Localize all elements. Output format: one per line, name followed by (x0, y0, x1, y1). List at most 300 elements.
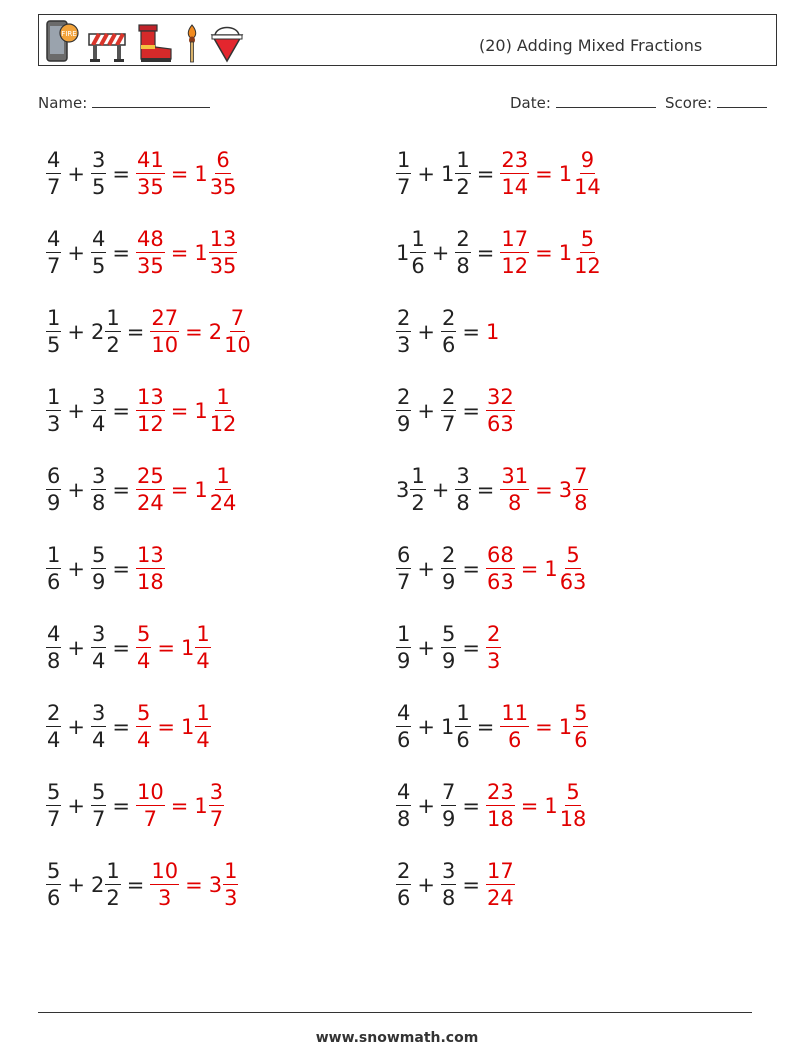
numerator: 1 (397, 622, 411, 646)
problem-item (46, 855, 238, 915)
numerator: 1 (196, 622, 210, 646)
equals-sign: = (476, 478, 495, 502)
equals-sign: = (112, 478, 130, 502)
fraction (223, 308, 252, 356)
answer (500, 150, 601, 198)
fraction (486, 624, 501, 672)
equals-sign: = (112, 557, 130, 581)
denominator: 18 (486, 807, 514, 831)
footer-site[interactable]: www.snowmath.com (315, 1030, 479, 1046)
equals-sign: = (170, 478, 189, 502)
numerator: 2 (456, 227, 470, 251)
fraction (46, 782, 61, 830)
denominator: 7 (143, 807, 158, 831)
fraction (396, 861, 411, 909)
match-icon (183, 23, 201, 63)
denominator: 14 (501, 175, 529, 199)
denominator: 4 (196, 649, 210, 673)
fraction (396, 387, 411, 435)
numerator: 6 (47, 464, 61, 488)
problem-item (396, 381, 515, 441)
addend-a (46, 150, 61, 198)
date-field[interactable] (510, 93, 656, 112)
numerator: 1 (47, 543, 61, 567)
addend-a (46, 782, 61, 830)
numerator: 9 (580, 148, 595, 172)
denominator: 9 (397, 649, 411, 673)
whole-number: 1 (544, 794, 558, 818)
denominator: 4 (196, 728, 210, 752)
equals-sign: = (126, 873, 145, 897)
denominator: 8 (397, 807, 411, 831)
whole-number: 1 (440, 715, 455, 739)
fraction (410, 229, 425, 277)
addend-a (396, 308, 411, 356)
fraction (396, 703, 411, 751)
problem-item (396, 223, 602, 283)
numerator: 1 (106, 859, 120, 883)
fraction (91, 624, 106, 672)
numerator: 6 (216, 148, 230, 172)
problem-item (46, 381, 237, 441)
answer-value (544, 782, 587, 830)
worksheet-header (38, 14, 777, 66)
denominator: 4 (91, 412, 106, 436)
numerator: 4 (91, 227, 106, 251)
whole-number: 1 (558, 241, 573, 265)
denominator: 9 (91, 570, 106, 594)
whole-number: 3 (208, 873, 223, 897)
fire-boot-icon (135, 23, 175, 63)
numerator: 6 (397, 543, 411, 567)
equals-sign: = (170, 794, 189, 818)
answer-value (486, 320, 500, 344)
whole-number: 1 (194, 794, 208, 818)
fraction (455, 703, 470, 751)
answer (136, 229, 237, 277)
problem-item (396, 539, 587, 599)
denominator: 18 (136, 570, 164, 594)
equals-sign: = (535, 241, 553, 265)
problem-item (46, 144, 237, 204)
denominator: 6 (574, 728, 588, 752)
plus-sign: + (67, 241, 85, 265)
addend-b (455, 466, 470, 514)
answer-value (486, 861, 515, 909)
fraction (91, 229, 106, 277)
equals-sign: = (462, 873, 480, 897)
whole-number: 1 (558, 162, 573, 186)
addend-a (46, 861, 61, 909)
equals-sign: = (112, 399, 130, 423)
problem-item (396, 697, 588, 757)
fraction (455, 466, 470, 514)
fraction (209, 229, 238, 277)
plus-sign: + (67, 162, 85, 186)
answer-value (150, 861, 179, 909)
denominator: 4 (136, 649, 151, 673)
addend-b (441, 782, 456, 830)
numerator: 1 (47, 306, 61, 330)
numerator: 5 (47, 780, 61, 804)
header-icons (45, 19, 245, 63)
answer (486, 387, 515, 435)
denominator: 24 (486, 886, 514, 910)
numerator: 1 (47, 385, 61, 409)
addend-b (91, 150, 106, 198)
date-label: Date: (510, 94, 551, 112)
whole-number: 1 (194, 162, 208, 186)
denominator: 14 (574, 175, 601, 199)
answer-value (500, 150, 529, 198)
fraction (136, 150, 165, 198)
answer-value (209, 861, 239, 909)
fraction (559, 545, 588, 593)
answer-value (559, 150, 602, 198)
svg-text:FIRE: FIRE (61, 30, 77, 38)
numerator: 1 (411, 464, 425, 488)
plus-sign: + (67, 715, 85, 739)
whole-number: 1 (180, 636, 195, 660)
answer (486, 320, 500, 344)
numerator: 17 (501, 227, 529, 251)
fraction (441, 782, 456, 830)
numerator: 1 (456, 701, 470, 725)
problem-item (396, 776, 587, 836)
answer (486, 624, 501, 672)
addend-b (91, 466, 106, 514)
answer-value (486, 624, 501, 672)
fraction (46, 861, 61, 909)
whole-number: 1 (558, 715, 573, 739)
numerator: 3 (456, 464, 470, 488)
addend-a (396, 782, 411, 830)
fraction (136, 229, 165, 277)
fraction (455, 150, 470, 198)
name-line[interactable] (92, 93, 210, 108)
answer (150, 308, 251, 356)
fraction (500, 150, 529, 198)
denominator: 8 (91, 491, 106, 515)
denominator: 8 (441, 886, 456, 910)
fraction (46, 387, 61, 435)
fraction (486, 545, 515, 593)
fraction (573, 703, 588, 751)
numerator: 1 (411, 227, 425, 251)
plus-sign: + (67, 636, 85, 660)
answer (136, 150, 237, 198)
numerator: 1 (106, 306, 120, 330)
fraction (209, 387, 238, 435)
denominator: 3 (47, 412, 61, 436)
fraction (46, 545, 61, 593)
answer-value (500, 466, 529, 514)
fraction (223, 861, 238, 909)
fraction (195, 703, 210, 751)
numerator: 5 (91, 780, 106, 804)
problem-item (46, 539, 165, 599)
denominator: 7 (47, 807, 61, 831)
numerator: 31 (501, 464, 529, 488)
denominator: 9 (47, 491, 61, 515)
numerator: 2 (397, 859, 411, 883)
answer-value (136, 466, 165, 514)
name-field[interactable] (38, 93, 210, 112)
denominator: 63 (486, 570, 514, 594)
numerator: 17 (486, 859, 514, 883)
fraction (500, 229, 529, 277)
denominator: 5 (91, 175, 106, 199)
equals-sign: = (462, 320, 480, 344)
plus-sign: + (417, 794, 435, 818)
phone-fire-icon (45, 19, 79, 63)
worksheet-title: (20) Adding Mixed Fractions (479, 36, 703, 55)
denominator: 7 (441, 412, 456, 436)
fraction (150, 308, 179, 356)
plus-sign: + (417, 873, 435, 897)
answer (136, 466, 237, 514)
addend-b (91, 624, 106, 672)
addend-a (396, 545, 411, 593)
answer-value (500, 703, 529, 751)
equals-sign: = (126, 320, 145, 344)
addend-b (91, 861, 121, 909)
denominator: 12 (574, 254, 601, 278)
equals-sign: = (476, 162, 495, 186)
addend-a (396, 387, 411, 435)
denominator: 3 (224, 886, 238, 910)
fraction (91, 150, 106, 198)
numerator: 4 (47, 622, 61, 646)
addend-a (46, 229, 61, 277)
numerator: 3 (91, 622, 106, 646)
fraction (573, 466, 588, 514)
whole-number: 1 (194, 399, 208, 423)
problem-item (46, 460, 237, 520)
whole-number: 2 (90, 320, 105, 344)
denominator: 6 (456, 728, 470, 752)
numerator: 1 (216, 464, 230, 488)
numerator: 3 (209, 780, 224, 804)
denominator: 9 (441, 649, 456, 673)
numerator: 7 (441, 780, 456, 804)
problem-item (396, 302, 500, 362)
fraction (105, 308, 120, 356)
answer (500, 466, 588, 514)
addend-a (46, 703, 61, 751)
denominator: 7 (209, 807, 224, 831)
numerator: 5 (91, 543, 106, 567)
fraction (46, 229, 61, 277)
addend-b (455, 229, 470, 277)
denominator: 12 (136, 412, 164, 436)
whole-number: 1 (194, 241, 208, 265)
numerator: 68 (486, 543, 514, 567)
answer (136, 703, 211, 751)
answer-value (136, 703, 151, 751)
whole-number: 2 (208, 320, 223, 344)
fraction (486, 387, 515, 435)
answer-value (500, 229, 529, 277)
denominator: 24 (136, 491, 164, 515)
denominator: 12 (209, 412, 237, 436)
equals-sign: = (185, 873, 203, 897)
denominator: 10 (151, 333, 179, 357)
numerator: 1 (397, 148, 411, 172)
fraction (209, 150, 238, 198)
equals-sign: = (462, 636, 480, 660)
whole-number: 1 (544, 557, 558, 581)
equals-sign: = (535, 715, 553, 739)
answer-value (559, 703, 589, 751)
answer-value (194, 229, 237, 277)
addend-a (46, 308, 61, 356)
denominator: 7 (397, 175, 411, 199)
answer-value (486, 387, 515, 435)
whole-number: 1 (396, 241, 410, 265)
denominator: 9 (441, 807, 456, 831)
denominator: 6 (397, 886, 411, 910)
problem-item (46, 618, 211, 678)
denominator: 8 (456, 254, 470, 278)
numerator: 11 (501, 701, 529, 725)
numerator: 7 (574, 464, 588, 488)
fraction (441, 387, 456, 435)
numerator: 23 (486, 780, 514, 804)
plus-sign: + (417, 399, 435, 423)
fraction (91, 387, 106, 435)
addend-b (91, 782, 106, 830)
problem-item (396, 855, 515, 915)
score-label: Score: (665, 94, 713, 112)
addend-a (396, 703, 411, 751)
fraction (136, 466, 165, 514)
addend-b (441, 387, 456, 435)
numerator: 3 (91, 385, 106, 409)
addend-b (441, 545, 456, 593)
denominator: 24 (209, 491, 237, 515)
denominator: 6 (397, 728, 411, 752)
equals-sign: = (462, 399, 480, 423)
answer (136, 782, 224, 830)
plus-sign: + (417, 320, 435, 344)
equals-sign: = (157, 715, 175, 739)
answer-value (136, 150, 165, 198)
addend-a (46, 387, 61, 435)
addend-b (91, 545, 106, 593)
answer (486, 782, 587, 830)
fraction (559, 782, 588, 830)
addend-a (396, 150, 411, 198)
answer-value (136, 782, 165, 830)
fraction (46, 150, 61, 198)
equals-sign: = (157, 636, 175, 660)
answer (150, 861, 238, 909)
fraction (500, 703, 529, 751)
denominator: 8 (508, 491, 522, 515)
score-field[interactable] (665, 93, 767, 112)
numerator: 5 (441, 622, 456, 646)
fraction (46, 466, 61, 514)
answer (136, 545, 165, 593)
answer (136, 624, 211, 672)
numerator: 41 (136, 148, 164, 172)
numerator: 2 (441, 543, 456, 567)
addend-b (441, 150, 471, 198)
numerator: 13 (209, 227, 237, 251)
fraction (91, 545, 106, 593)
answer (500, 229, 601, 277)
equals-sign: = (535, 162, 553, 186)
numerator: 5 (47, 859, 61, 883)
plus-sign: + (67, 399, 85, 423)
plus-sign: + (431, 241, 450, 265)
plus-sign: + (67, 557, 85, 581)
numerator: 1 (456, 148, 470, 172)
fraction (136, 624, 151, 672)
score-line[interactable] (717, 93, 767, 108)
addend-b (441, 861, 456, 909)
answer-value (209, 308, 252, 356)
answer (500, 703, 588, 751)
denominator: 5 (47, 333, 61, 357)
fraction (195, 624, 210, 672)
numerator: 10 (136, 780, 164, 804)
fraction (455, 229, 470, 277)
denominator: 6 (47, 570, 61, 594)
denominator: 6 (441, 333, 456, 357)
denominator: 6 (47, 886, 61, 910)
answer-value (181, 624, 211, 672)
numerator: 5 (136, 701, 151, 725)
denominator: 8 (456, 491, 470, 515)
numerator: 3 (91, 464, 106, 488)
fraction (209, 782, 224, 830)
plus-sign: + (67, 873, 85, 897)
numerator: 13 (136, 385, 164, 409)
denominator: 4 (136, 728, 151, 752)
denominator: 5 (91, 254, 106, 278)
answer-value (486, 545, 515, 593)
fraction (573, 229, 602, 277)
fraction (441, 624, 456, 672)
addend-a (396, 229, 426, 277)
denominator: 35 (209, 254, 237, 278)
date-line[interactable] (556, 93, 656, 108)
answer-value (136, 387, 165, 435)
denominator: 10 (224, 333, 251, 357)
equals-sign: = (112, 162, 130, 186)
denominator: 3 (397, 333, 411, 357)
denominator: 7 (91, 807, 106, 831)
fraction (486, 782, 515, 830)
numerator: 5 (574, 701, 588, 725)
denominator: 9 (397, 412, 411, 436)
numerator: 7 (230, 306, 245, 330)
numerator: 5 (580, 227, 595, 251)
numerator: 23 (501, 148, 529, 172)
denominator: 8 (47, 649, 61, 673)
numerator: 4 (397, 701, 411, 725)
numerator: 2 (47, 701, 61, 725)
answer (486, 861, 515, 909)
fraction (441, 861, 456, 909)
fraction (46, 624, 61, 672)
numerator: 2 (397, 385, 411, 409)
plus-sign: + (417, 162, 435, 186)
problem-item (46, 223, 237, 283)
answer-value (194, 782, 224, 830)
